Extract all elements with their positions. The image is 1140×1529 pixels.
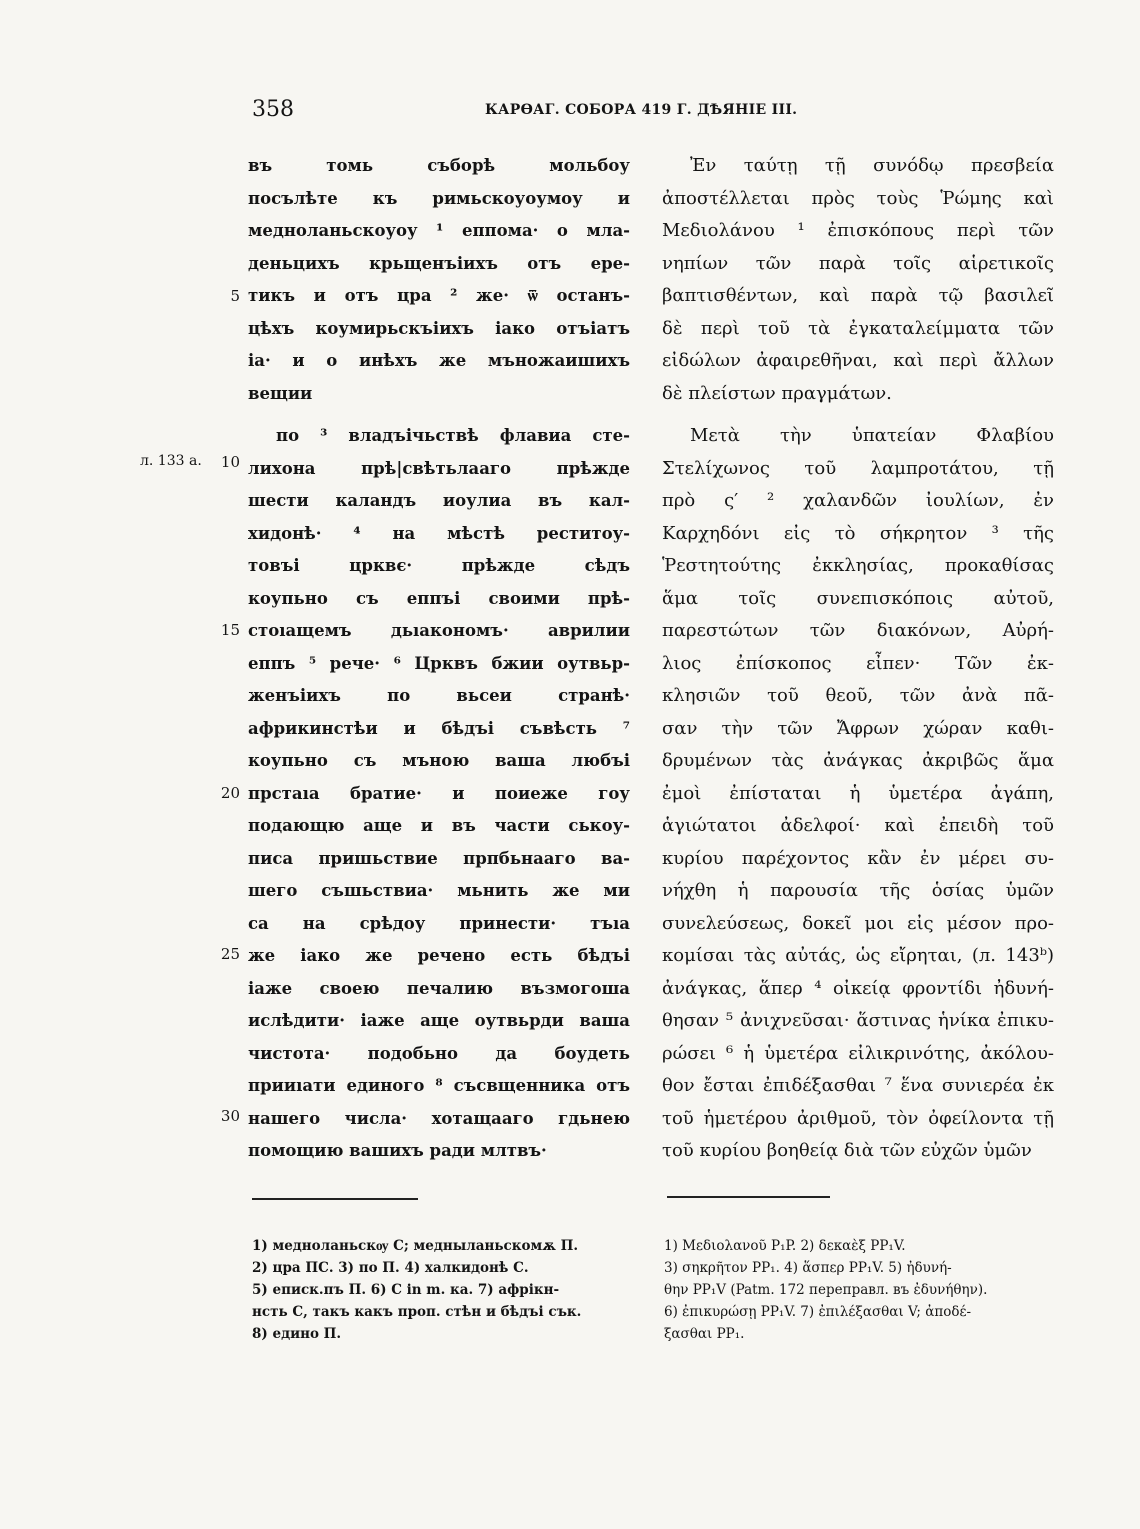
text-line: въ томь съборѣ мольбоу xyxy=(248,156,630,175)
text-line: δὲ περὶ τοῦ τὰ ἐγκαταλείμματα τῶν xyxy=(662,317,1054,339)
text-line: прстаıа братие· и поиеже гоу xyxy=(248,783,630,803)
line-number: 20 xyxy=(220,784,240,802)
text-line: παρεστώτων τῶν διακόνων, Αὐρή- xyxy=(662,620,1054,641)
text-line: ρώσει ⁶ ἡ ὑμετέρα εἰλικρινότης, ἀκόλου- xyxy=(662,1042,1054,1064)
text-line: τοῦ κυρίου βοηθείᾳ διὰ τῶν εὐχῶν ὑμῶν xyxy=(662,1140,1032,1161)
line-number: 25 xyxy=(220,945,240,963)
text-line: коупьно съ еппъі своими прѣ- xyxy=(248,588,630,608)
text-line: πρὸ ς′ ² χαλανδῶν ἰουλίων, ἐν xyxy=(662,490,1054,511)
text-line: африкинстѣи и бѣдъі съвѣсть ⁷ xyxy=(248,718,630,738)
text-line: ἅμα τοῖς συνεπισκόποις αὐτοῦ, xyxy=(662,587,1054,609)
footnote-line: 3) σηκρῆτον PP₁. 4) ἅσπερ PP₁V. 5) ἠδυνή- xyxy=(664,1260,952,1276)
text-line: Καρχηδόνι εἰς τὸ σήκρητον ³ τῆς xyxy=(662,522,1054,544)
page-number: 358 xyxy=(252,97,294,122)
text-line: вещии xyxy=(248,383,313,403)
footnote-rule-slavonic xyxy=(252,1198,418,1200)
text-line: Στελίχωνος τοῦ λαμπροτάτου, τῇ xyxy=(662,457,1054,479)
footnote-line: 8) едино П. xyxy=(252,1326,342,1342)
text-line: деньцихъ крьщенъіихъ отъ ере- xyxy=(248,253,630,273)
text-line: ἁγιώτατοι ἀδελφοί· καὶ ἐπειδὴ τοῦ xyxy=(662,815,1054,836)
footnotes-slavonic xyxy=(252,1235,642,1345)
text-line: βαπτισθέντων, καὶ παρὰ τῷ βασιλεῖ xyxy=(662,285,1054,306)
footnote-line: θην PP₁V (Patm. 172 переправл. въ ἐδυνήθην). xyxy=(664,1282,988,1298)
text-line: чистота· подобьно да боудеть xyxy=(248,1043,630,1063)
text-line: коупьно съ мъною ваша любъі xyxy=(248,751,630,770)
text-line: θον ἔσται ἐπιδέξασθαι ⁷ ἕνα συνιερέα ἐκ xyxy=(662,1075,1054,1096)
text-line: ἀνάγκας, ἅπερ ⁴ οἰκείᾳ φροντίδι ἠδυνή- xyxy=(662,977,1054,999)
text-line: εἰδώλων ἀφαιρεθῆναι, καὶ περὶ ἄλλων xyxy=(662,350,1054,371)
paragraph-gap xyxy=(248,410,630,420)
text-line: шего съшьствиа· мьнить же ми xyxy=(248,881,630,900)
text-line: σαν τὴν τῶν Ἄφρων χώραν καθι- xyxy=(662,717,1054,739)
text-line: νήχθη ἡ παρουσία τῆς ὁσίας ὑμῶν xyxy=(662,880,1054,901)
text-line: хидонѣ· ⁴ на мѣстѣ реститоу- xyxy=(248,523,630,543)
greek-column xyxy=(662,150,1054,1168)
text-line: δὲ πλείστων πραγμάτων. xyxy=(662,382,892,404)
folio-mark: л. 133 а. xyxy=(140,453,202,469)
text-line: Μεδιολάνου ¹ ἐπισκόπους περὶ τῶν xyxy=(662,220,1054,241)
text-line: товъі црквє· прѣжде сѣдъ xyxy=(248,556,630,575)
text-line: подающю аще и въ части ськоу- xyxy=(248,816,630,835)
text-line: писа пришьствие прпбьнааго ва- xyxy=(248,848,630,868)
slavonic-column xyxy=(248,150,630,1168)
text-line: лихона прѣ|свѣтьлааго прѣжде xyxy=(248,458,630,478)
footnotes-greek xyxy=(664,1235,1064,1345)
text-line: посълѣте къ римьскоуоумоу и xyxy=(248,188,630,208)
text-line: женъіихъ по вьсеи странѣ· xyxy=(248,686,630,705)
text-line: δρυμένων τὰς ἀνάγκας ἀκριβῶς ἅμα xyxy=(662,750,1054,771)
line-number: 15 xyxy=(220,621,240,639)
text-line: цѣхъ коумирьскъіихъ іако отъіатъ xyxy=(248,318,630,338)
text-line: κομίσαι τὰς αὐτάς, ὡς εἴρηται, (л. 143ᵇ) xyxy=(662,945,1054,966)
running-title: КАРѲАГ. СОБОРА 419 Г. ДѢЯНІЕ ІІІ. xyxy=(485,102,798,118)
text-line: ислѣдити· іаже аще оутвьрди ваша xyxy=(248,1011,630,1030)
text-line: тикъ и отъ цра ² же· ѿ останъ- xyxy=(248,286,630,305)
text-line: іаже своею печалию възмогоша xyxy=(248,978,630,998)
text-line: συνελεύσεως, δοκεῖ μοι εἰς μέσον προ- xyxy=(662,912,1054,934)
text-line: Ῥεστητούτης ἐκκλησίας, προκαθίσας xyxy=(662,555,1054,576)
text-line: ἀποστέλλεται πρὸς τοὺς Ῥώμης καὶ xyxy=(662,187,1054,209)
text-line: прииıати единого ⁸ съсвщенника отъ xyxy=(248,1076,630,1095)
text-line: θησαν ⁵ ἀνιχνεῦσαι· ἅστινας ἡνίκα ἐπικυ- xyxy=(662,1010,1054,1031)
paragraph-gap xyxy=(662,410,1054,420)
text-line: по ³ владъічьствѣ флавиа сте- xyxy=(276,426,630,445)
text-line: іа· и о инѣхъ же мъножаишихъ xyxy=(248,351,630,370)
footnote-line: 1) медноланьскѹ С; медныланьскомѫ П. xyxy=(252,1238,579,1254)
text-line: κυρίου παρέχοντος κἂν ἐν μέρει συ- xyxy=(662,847,1054,869)
text-line: κλησιῶν τοῦ θεοῦ, τῶν ἀνὰ πᾶ- xyxy=(662,685,1054,706)
text-line: шести каландъ иоулиа въ кал- xyxy=(248,491,630,510)
text-line: еппъ ⁵ рече· ⁶ Црквъ бжии оутвьр- xyxy=(248,653,630,673)
text-line: стоıащемъ дьıакономъ· аврилии xyxy=(248,621,630,640)
text-line: нашего числа· хотащааго гдьнею xyxy=(248,1108,630,1128)
footnote-line: 1) Μεδιολανοῦ P₁P. 2) δεκαὲξ PP₁V. xyxy=(664,1238,906,1254)
text-line: τοῦ ἡμετέρου ἀριθμοῦ, τὸν ὀφείλοντα τῇ xyxy=(662,1107,1054,1129)
footnote-rule-greek xyxy=(667,1196,830,1198)
text-line: λιος ἐπίσκοπος εἶπεν· Τῶν ἐκ- xyxy=(662,652,1054,674)
footnote-line: 2) цра ПС. 3) по П. 4) халкидонѣ С. xyxy=(252,1260,529,1276)
footnote-line: нсть С, такъ какъ проп. стѣн и бѣдъі сък. xyxy=(252,1304,582,1320)
text-line: Μετὰ τὴν ὑπατείαν Φλαβίου xyxy=(690,425,1054,446)
text-line: медноланьскоуоу ¹ еппома· о мла- xyxy=(248,221,630,240)
text-line: помощию вашихъ ради млтвъ· xyxy=(248,1141,547,1160)
footnote-line: ξασθαι PP₁. xyxy=(664,1326,745,1342)
footnote-line: 5) еписк.пъ П. 6) С in m. ка. 7) афрікн- xyxy=(252,1282,560,1298)
text-line: νηπίων τῶν παρὰ τοῖς αἱρετικοῖς xyxy=(662,252,1054,274)
text-line: Ἐν ταύτῃ τῇ συνόδῳ πρεσβεία xyxy=(690,155,1054,176)
footnote-line: 6) ἐπικυρώσῃ PP₁V. 7) ἐπιλέξασθαι V; ἀποδέ- xyxy=(664,1304,972,1320)
line-number: 5 xyxy=(230,287,240,305)
text-line: ἐμοὶ ἐπίσταται ἡ ὑμετέρα ἀγάπη, xyxy=(662,782,1054,804)
text-line: са на срѣдоу принести· тъıа xyxy=(248,913,630,933)
line-number: 30 xyxy=(220,1107,240,1125)
text-line: же іако же речено есть бѣдъі xyxy=(248,946,630,965)
line-number: 10 xyxy=(220,453,240,471)
